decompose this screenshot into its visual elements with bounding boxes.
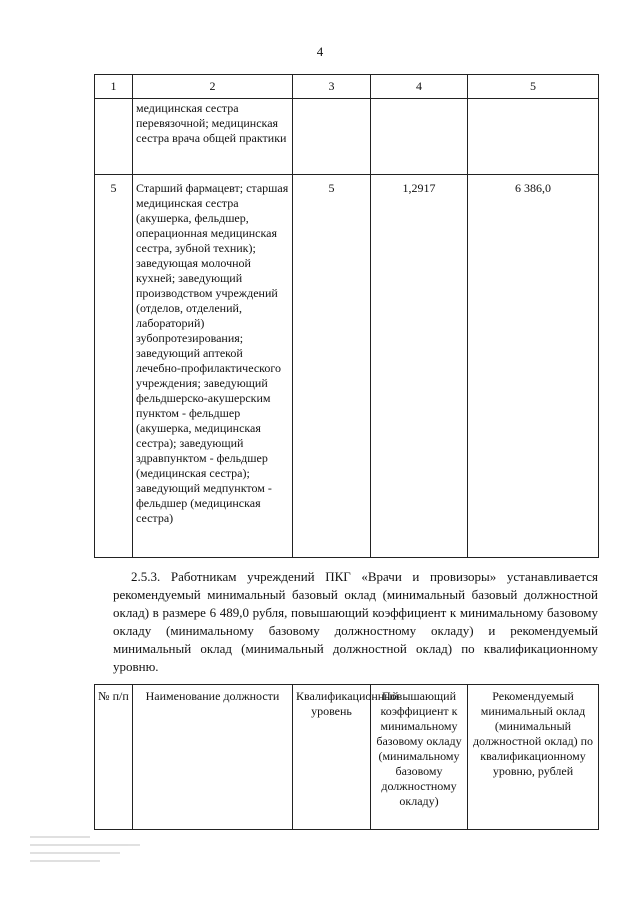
position-name: Старший фармацевт; старшая медицинская сестра (акушерка, фельдшер, операционная медицинская сестра, зубной техник); заведующая молочной кухней; заведующий производством учреждений (отделов, отделений, лабораторий) зубопротезирования; заведующий аптекой лечебно-профилактического учреждения; заведующий фельдшерско-акушерским пунктом - фельдшер (акушерка, медицинская сестра); заведующий здравпунктом - фельдшер (медицинская сестра); заведующий медпунктом - фельдшер (медицинская сестра) [133,175,293,558]
row-number: 5 [95,175,133,558]
column-number: 3 [293,75,371,99]
position-name: медицинская сестра перевязочной; медицинская сестра врача общей практики [133,99,293,175]
coefficient: 1,2917 [371,175,468,558]
column-number: 4 [371,75,468,99]
column-number: 5 [468,75,599,99]
coefficient [371,99,468,175]
header-row [95,685,599,830]
faint-stamp [30,830,150,880]
staff-table-header [94,684,599,830]
table-row [95,175,599,558]
qualification-level [293,99,371,175]
table-row [95,99,599,175]
qualification-level: 5 [293,175,371,558]
header-number: № п/п [95,685,133,830]
staff-table-continued [94,74,599,558]
salary: 6 386,0 [468,175,599,558]
column-numbers-row [95,75,599,99]
column-number: 1 [95,75,133,99]
header-salary: Рекомендуемый минимальный оклад (минимальный должностной оклад) по квалификационному уровню, рублей [468,685,599,830]
salary [468,99,599,175]
header-coefficient: Повышающий коэффициент к минимальному базовому окладу (минимальному базовому должностному окладу) [371,685,468,830]
header-position: Наименование должности [133,685,293,830]
paragraph-text: 2.5.3. Работникам учреждений ПКГ «Врачи и провизоры» устанавливается рекомендуемый минимальный базовый оклад (минимальный базовый должностной оклад) в размере 6 489,0 рубля, повышающий коэффициент к минимальному базовому окладу (минимальному базовому должностному окладу) и рекомендуемый минимальный оклад (минимальный должностной оклад) по квалификационному уровню. [113,569,598,674]
page-number: 4 [316,44,324,59]
section-paragraph [113,568,598,676]
column-number: 2 [133,75,293,99]
header-level: Квалификационный уровень [293,685,371,830]
row-number [95,99,133,175]
